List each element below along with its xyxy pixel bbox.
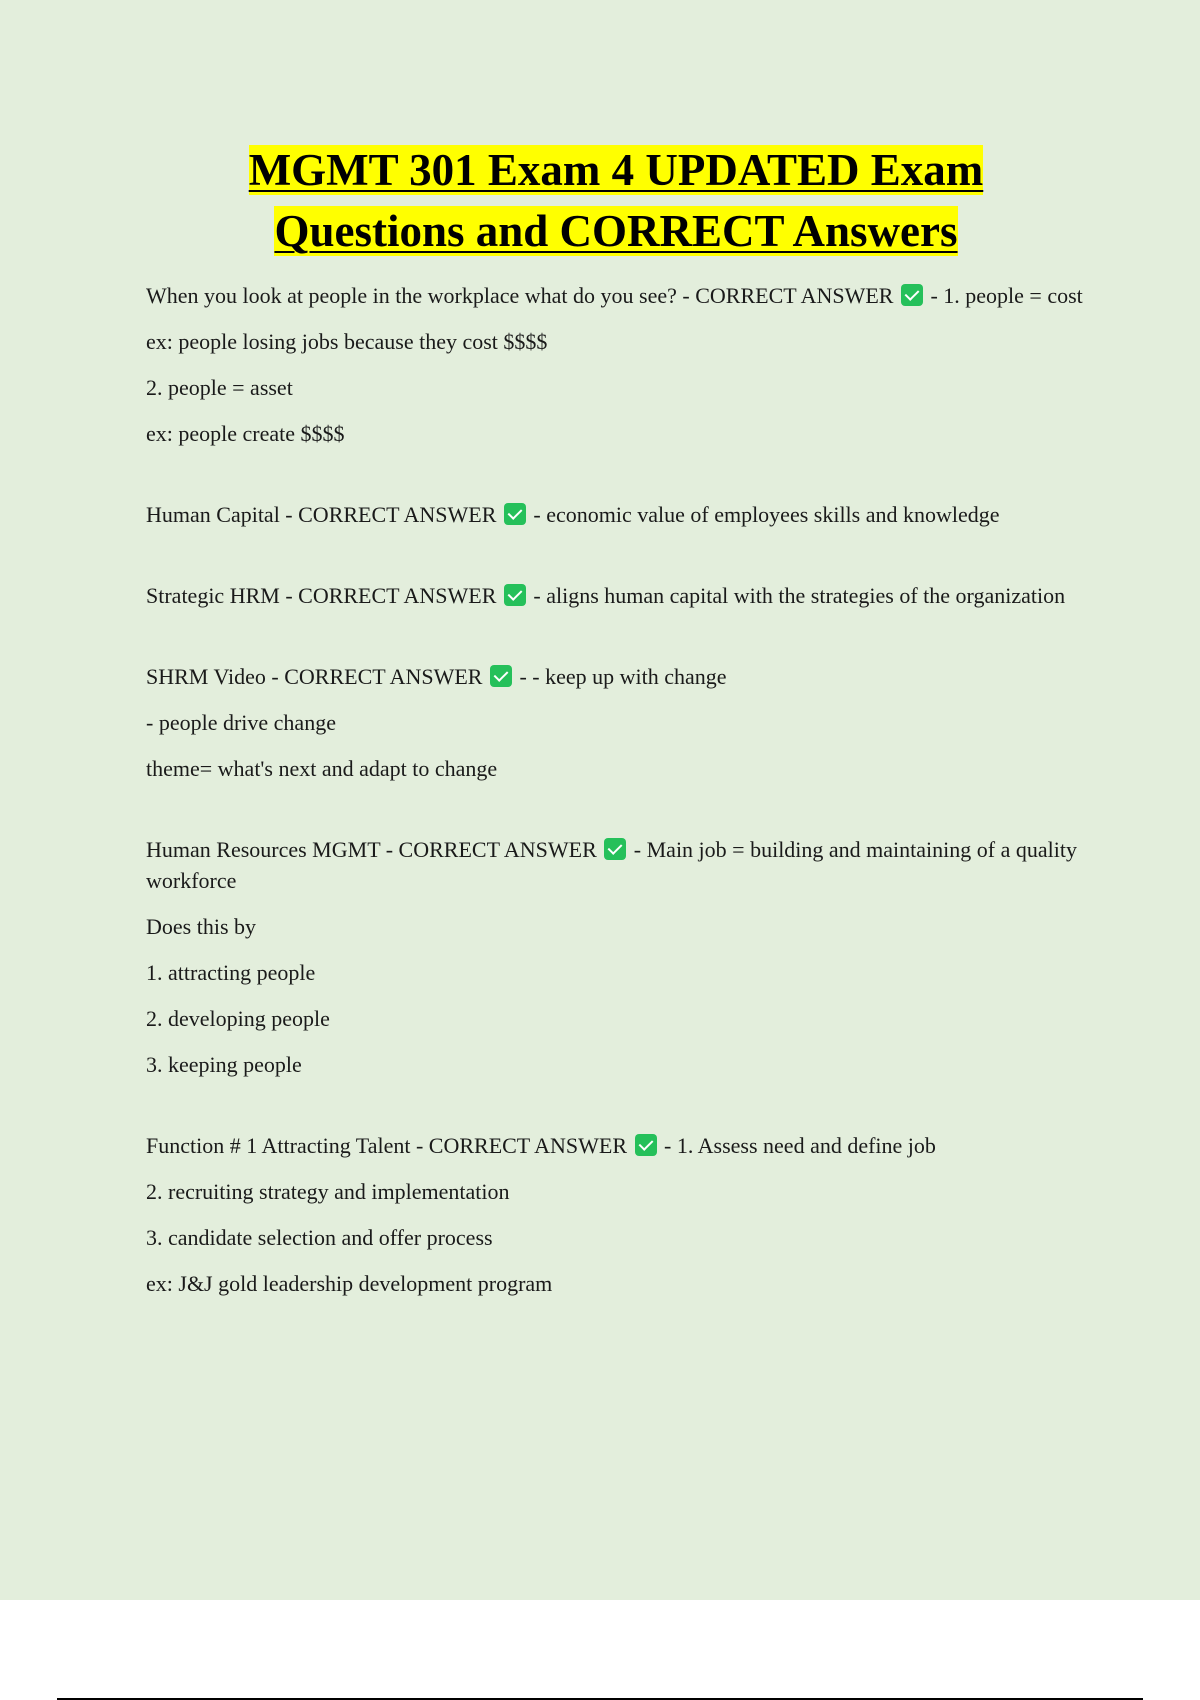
check-mark-icon (504, 584, 526, 606)
answer-text: - 1. Assess need and define job (664, 1133, 936, 1158)
check-mark-icon (901, 284, 923, 306)
check-mark-icon (635, 1134, 657, 1156)
check-mark-icon (504, 503, 526, 525)
qa-item (146, 580, 1086, 611)
title-line-1: MGMT 301 Exam 4 UPDATED Exam (248, 145, 984, 195)
question-text: Human Resources MGMT - CORRECT ANSWER (146, 837, 597, 862)
answer-text: - - keep up with change (519, 664, 727, 689)
answer-text: - 1. people = cost (930, 283, 1083, 308)
answer-line: - people drive change (146, 710, 336, 735)
question-text: Function # 1 Attracting Talent - CORRECT ANSWER (146, 1133, 628, 1158)
answer-line: ex: people losing jobs because they cost $$$$ (146, 329, 548, 354)
answer-text: - Main job = building and maintaining of a quality workforce (146, 837, 1077, 893)
qa-item (146, 280, 1086, 449)
qa-item (146, 661, 1086, 784)
answer-line: 3. keeping people (146, 1052, 302, 1077)
answer-line: 2. recruiting strategy and implementation (146, 1179, 510, 1204)
answer-text: - aligns human capital with the strategies of the organization (533, 583, 1066, 608)
answer-line: ex: J&J gold leadership development program (146, 1271, 553, 1296)
answer-line: 2. developing people (146, 1006, 330, 1031)
question-text: SHRM Video - CORRECT ANSWER (146, 664, 483, 689)
qa-question-line (146, 580, 1086, 611)
answer-line: theme= what's next and adapt to change (146, 756, 498, 781)
qa-item (146, 499, 1086, 530)
qa-list (146, 280, 1086, 1314)
check-mark-icon (490, 665, 512, 687)
check-mark-icon (604, 838, 626, 860)
qa-question-line (146, 661, 1086, 692)
qa-question-line (146, 499, 1086, 530)
answer-text: - economic value of employees skills and knowledge (533, 502, 1000, 527)
question-text: Strategic HRM - CORRECT ANSWER (146, 583, 497, 608)
question-text: Human Capital - CORRECT ANSWER (146, 502, 497, 527)
qa-question-line (146, 1130, 1086, 1161)
document-title (0, 140, 1200, 262)
answer-line: 3. candidate selection and offer process (146, 1225, 493, 1250)
answer-line: ex: people create $$$$ (146, 421, 345, 446)
qa-item (146, 834, 1086, 1080)
answer-line: 2. people = asset (146, 375, 293, 400)
title-line-2: Questions and CORRECT Answers (274, 206, 958, 256)
answer-line: Does this by (146, 914, 256, 939)
question-text: When you look at people in the workplace what do you see? - CORRECT ANSWER (146, 283, 894, 308)
answer-line: 1. attracting people (146, 960, 316, 985)
qa-question-line (146, 834, 1086, 896)
qa-question-line (146, 280, 1086, 311)
qa-item (146, 1130, 1086, 1299)
